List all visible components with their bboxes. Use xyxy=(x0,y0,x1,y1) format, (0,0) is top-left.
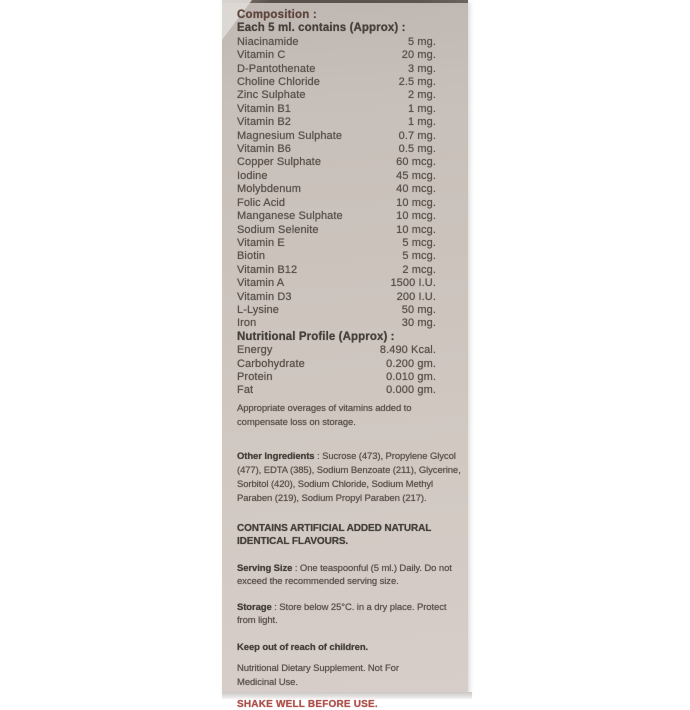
ingredient-name: Magnesium Sulphate xyxy=(237,129,343,142)
contains-heading: Each 5 ml. contains (Approx) : xyxy=(237,22,406,35)
ingredient-name: Vitamin C xyxy=(237,49,286,62)
ingredient-value: 5 mcg. xyxy=(402,236,436,249)
composition-row xyxy=(237,156,457,169)
label-bottom-shadow xyxy=(222,692,472,699)
ingredient-value: 1 mg. xyxy=(407,116,436,129)
nutrient-name: Fat xyxy=(237,384,254,397)
ingredient-name: Vitamin D3 xyxy=(237,290,292,303)
composition-row xyxy=(237,197,457,210)
ingredient-value: 2 mg. xyxy=(407,89,436,102)
nutrient-name: Protein xyxy=(237,370,273,383)
ingredient-name: Biotin xyxy=(237,250,266,263)
other-ingredients-label: Other Ingredients xyxy=(237,450,315,462)
ingredient-name: Copper Sulphate xyxy=(237,156,322,169)
ingredient-name: Iodine xyxy=(237,169,268,182)
composition-row xyxy=(237,183,457,196)
composition-row xyxy=(237,237,457,250)
nutrient-value: 0.200 gm. xyxy=(386,357,436,370)
nutrient-name: Energy xyxy=(237,344,273,357)
ingredient-value: 1 mg. xyxy=(407,102,436,115)
serving-size: Serving Size : One teaspoonful (5 ml.) Daily. Do not exceed the recommended serving size. xyxy=(237,562,452,588)
nutritional-row xyxy=(237,344,457,357)
ingredient-name: Manganese Sulphate xyxy=(237,210,343,223)
ingredient-name: D-Pantothenate xyxy=(237,62,316,75)
shake-well-note: SHAKE WELL BEFORE USE. xyxy=(237,698,378,710)
supplement-note: Nutritional Dietary Supplement. Not For Medicinal Use. xyxy=(237,662,399,688)
nutrient-name: Carbohydrate xyxy=(237,357,305,370)
ingredient-value: 5 mcg. xyxy=(402,250,436,263)
nutritional-profile-table xyxy=(237,344,457,398)
composition-title: Composition : xyxy=(237,9,317,21)
composition-row xyxy=(237,250,457,263)
nutrient-value: 8.490 Kcal. xyxy=(379,344,436,357)
supplement-label xyxy=(222,0,468,710)
ingredient-value: 0.7 mg. xyxy=(398,129,436,142)
ingredient-name: L-Lysine xyxy=(237,303,279,316)
composition-row xyxy=(237,49,457,62)
ingredient-value: 2.5 mg. xyxy=(398,76,436,89)
ingredient-value: 2 mcg. xyxy=(402,263,436,276)
composition-table xyxy=(237,36,457,331)
composition-row xyxy=(237,277,457,290)
storage-instructions: Storage : Store below 25°C. in a dry place. Protect from light. xyxy=(237,601,447,627)
nutritional-row xyxy=(237,358,457,371)
composition-row xyxy=(237,170,457,183)
ingredient-name: Vitamin B2 xyxy=(237,116,291,129)
ingredient-value: 60 mcg. xyxy=(396,156,436,169)
ingredient-value: 200 I.U. xyxy=(396,290,436,303)
ingredient-name: Zinc Sulphate xyxy=(237,89,306,102)
children-warning: Keep out of reach of children. xyxy=(237,641,369,653)
overages-note: Appropriate overages of vitamins added to compensate loss on storage. xyxy=(237,402,412,428)
ingredient-name: Niacinamide xyxy=(237,35,299,48)
nutritional-profile-title: Nutritional Profile (Approx) : xyxy=(237,330,395,343)
nutrient-value: 0.010 gm. xyxy=(386,370,436,383)
ingredient-value: 50 mg. xyxy=(401,303,436,316)
composition-row xyxy=(237,63,457,76)
ingredient-value: 10 mcg. xyxy=(396,196,436,209)
ingredient-value: 10 mcg. xyxy=(396,210,436,223)
composition-row xyxy=(237,317,457,330)
storage-label: Storage xyxy=(237,601,272,613)
composition-row xyxy=(237,210,457,223)
nutritional-row xyxy=(237,384,457,397)
composition-row xyxy=(237,291,457,304)
composition-row xyxy=(237,304,457,317)
composition-row xyxy=(237,76,457,89)
ingredient-value: 45 mcg. xyxy=(396,169,436,182)
ingredient-value: 1500 I.U. xyxy=(390,277,436,290)
other-ingredients: Other Ingredients : Sucrose (473), Propylene Glycol (477), EDTA (385), Sodium Benzoate (211), Glycerine, Sorbitol (420), Sodium Chloride, Sodium Methyl Paraben (219), Sodium Propyl Paraben (217). xyxy=(237,450,461,504)
ingredient-value: 5 mg. xyxy=(407,35,436,48)
ingredient-name: Vitamin A xyxy=(237,277,285,290)
ingredient-name: Sodium Selenite xyxy=(237,223,319,236)
nutrient-value: 0.000 gm. xyxy=(386,384,436,397)
label-top-edge xyxy=(222,0,468,3)
composition-row xyxy=(237,264,457,277)
ingredient-name: Vitamin E xyxy=(237,236,285,249)
ingredient-name: Iron xyxy=(237,317,257,330)
label-content xyxy=(237,9,461,710)
ingredient-value: 3 mg. xyxy=(407,62,436,75)
composition-row xyxy=(237,36,457,49)
flavours-note: CONTAINS ARTIFICIAL ADDED NATURAL IDENTICAL FLAVOURS. xyxy=(237,522,432,547)
ingredient-name: Molybdenum xyxy=(237,183,301,196)
composition-row xyxy=(237,224,457,237)
ingredient-value: 0.5 mg. xyxy=(398,143,436,156)
ingredient-name: Vitamin B6 xyxy=(237,143,291,156)
ingredient-value: 40 mcg. xyxy=(396,183,436,196)
ingredient-name: Choline Chloride xyxy=(237,76,320,89)
ingredient-name: Vitamin B12 xyxy=(237,263,298,276)
composition-row xyxy=(237,103,457,116)
ingredient-value: 30 mg. xyxy=(401,317,436,330)
ingredient-name: Folic Acid xyxy=(237,196,286,209)
composition-row xyxy=(237,143,457,156)
ingredient-value: 20 mg. xyxy=(401,49,436,62)
composition-row xyxy=(237,89,457,102)
ingredient-name: Vitamin B1 xyxy=(237,102,291,115)
ingredient-value: 10 mcg. xyxy=(396,223,436,236)
serving-size-label: Serving Size xyxy=(237,562,293,574)
composition-row xyxy=(237,130,457,143)
nutritional-row xyxy=(237,371,457,384)
composition-row xyxy=(237,116,457,129)
